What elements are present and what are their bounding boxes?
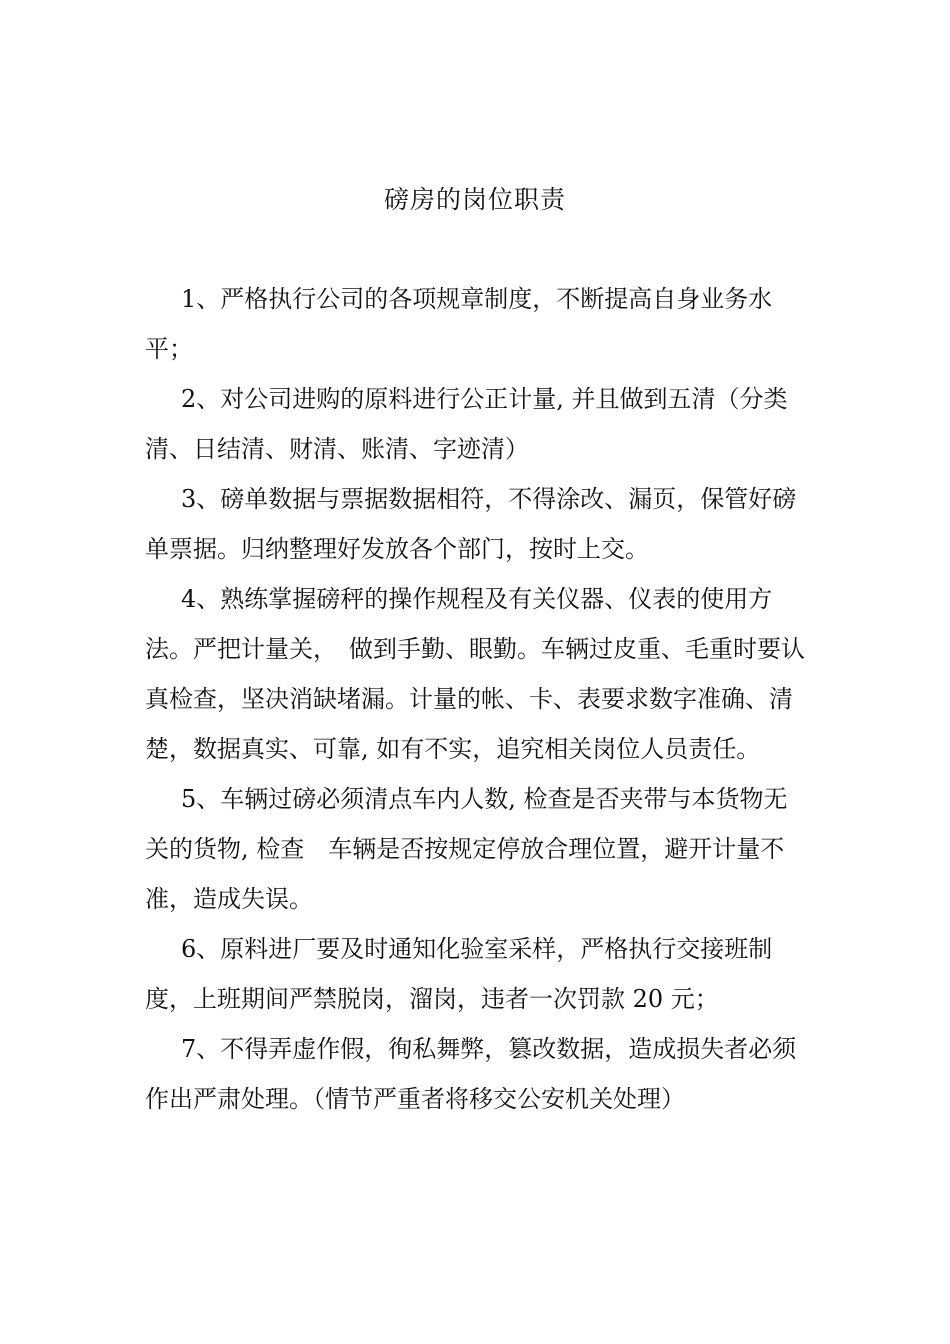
duty-item-1: 1、严格执行公司的各项规章制度，不断提高自身业务水平；: [145, 285, 773, 363]
document-body: [145, 274, 805, 1124]
duty-item-6: 6、原料进厂要及时通知化验室采样，严格执行交接班制度，上班期间严禁脱岗，溜岗，违者一次罚款 20 元；: [145, 935, 773, 1013]
duty-item-4: 4、熟练掌握磅秤的操作规程及有关仪器、仪表的使用方法。严把计量关， 做到手勤、眼勤。车辆过皮重、毛重时要认真检查，坚决消缺堵漏。计量的帐、卡、表要求数字准确、清楚，数据真实、可靠, 如有不实，追究相关岗位人员责任。: [145, 585, 805, 763]
duty-item-3: 3、磅单数据与票据数据相符，不得涂改、漏页，保管好磅单票据。归纳整理好发放各个部门，按时上交。: [145, 485, 797, 563]
duty-item-5: 5、车辆过磅必须清点车内人数, 检查是否夹带与本货物无关的货物, 检查 车辆是否按规定停放合理位置，避开计量不准，造成失误。: [145, 785, 788, 913]
duty-item-7: 7、不得弄虚作假，徇私舞弊，篡改数据，造成损失者必须作出严肃处理。（情节严重者将移交公安机关处理）: [145, 1035, 797, 1113]
document-title: 磅房的岗位职责: [383, 185, 566, 214]
duty-item-2: 2、对公司进购的原料进行公正计量, 并且做到五清（分类清、日结清、财清、账清、字迹清）: [145, 385, 788, 463]
